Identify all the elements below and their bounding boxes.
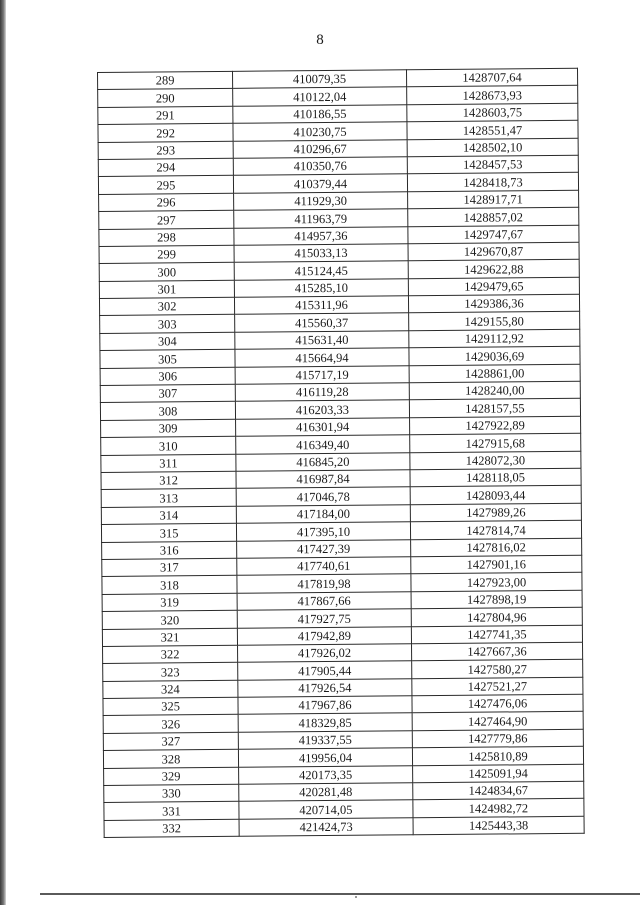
point-number-cell: 294 bbox=[98, 158, 233, 177]
x-coordinate-cell: 411929,30 bbox=[234, 192, 408, 211]
point-number-cell: 298 bbox=[99, 228, 234, 247]
y-coordinate-cell: 1427804,96 bbox=[411, 607, 582, 626]
x-coordinate-cell: 415285,10 bbox=[234, 278, 408, 297]
x-coordinate-cell: 416301,94 bbox=[236, 418, 410, 437]
y-coordinate-cell: 1428240,00 bbox=[409, 381, 580, 400]
y-coordinate-cell: 1427901,16 bbox=[411, 555, 582, 574]
point-number-cell: 311 bbox=[101, 454, 236, 473]
y-coordinate-cell: 1429036,69 bbox=[409, 347, 580, 366]
coordinates-table-body bbox=[98, 68, 585, 837]
y-coordinate-cell: 1427915,68 bbox=[410, 433, 581, 452]
y-coordinate-cell: 1427816,02 bbox=[411, 538, 582, 557]
point-number-cell: 323 bbox=[103, 663, 238, 682]
x-coordinate-cell: 416987,84 bbox=[236, 470, 410, 489]
y-coordinate-cell: 1424834,67 bbox=[413, 781, 584, 800]
point-number-cell: 292 bbox=[98, 123, 233, 142]
x-coordinate-cell: 416203,33 bbox=[235, 400, 409, 419]
x-coordinate-cell: 410230,75 bbox=[233, 122, 407, 141]
point-number-cell: 327 bbox=[103, 732, 238, 751]
x-coordinate-cell: 410379,44 bbox=[233, 174, 407, 193]
point-number-cell: 290 bbox=[98, 89, 233, 108]
point-number-cell: 296 bbox=[99, 193, 234, 212]
x-coordinate-cell: 417867,66 bbox=[237, 591, 411, 610]
x-coordinate-cell: 415717,19 bbox=[235, 365, 409, 384]
point-number-cell: 318 bbox=[102, 576, 237, 595]
y-coordinate-cell: 1425443,38 bbox=[413, 816, 584, 835]
point-number-cell: 325 bbox=[103, 697, 238, 716]
point-number-cell: 291 bbox=[98, 106, 233, 125]
x-coordinate-cell: 415124,45 bbox=[234, 261, 408, 280]
y-coordinate-cell: 1427667,36 bbox=[412, 642, 583, 661]
x-coordinate-cell: 416119,28 bbox=[235, 383, 409, 402]
point-number-cell: 326 bbox=[103, 715, 238, 734]
y-coordinate-cell: 1428418,73 bbox=[407, 173, 578, 192]
y-coordinate-cell: 1429479,65 bbox=[408, 277, 579, 296]
y-coordinate-cell: 1427898,19 bbox=[411, 590, 582, 609]
point-number-cell: 314 bbox=[101, 506, 236, 525]
scan-bottom-edge bbox=[40, 893, 640, 895]
x-coordinate-cell: 420173,35 bbox=[239, 765, 413, 784]
x-coordinate-cell: 417926,02 bbox=[238, 644, 412, 663]
y-coordinate-cell: 1425091,94 bbox=[413, 764, 584, 783]
x-coordinate-cell: 420714,05 bbox=[239, 800, 413, 819]
point-number-cell: 299 bbox=[99, 245, 234, 264]
y-coordinate-cell: 1427476,06 bbox=[412, 694, 583, 713]
x-coordinate-cell: 417740,61 bbox=[237, 557, 411, 576]
y-coordinate-cell: 1428502,10 bbox=[407, 138, 578, 157]
point-number-cell: 312 bbox=[101, 471, 236, 490]
point-number-cell: 295 bbox=[98, 176, 233, 195]
y-coordinate-cell: 1429155,80 bbox=[409, 312, 580, 331]
y-coordinate-cell: 1429386,36 bbox=[408, 294, 579, 313]
point-number-cell: 313 bbox=[101, 489, 236, 508]
point-number-cell: 320 bbox=[102, 610, 237, 629]
point-number-cell: 297 bbox=[99, 210, 234, 229]
y-coordinate-cell: 1424982,72 bbox=[413, 799, 584, 818]
y-coordinate-cell: 1429622,88 bbox=[408, 260, 579, 279]
y-coordinate-cell: 1429747,67 bbox=[408, 225, 579, 244]
x-coordinate-cell: 417046,78 bbox=[236, 487, 410, 506]
x-coordinate-cell: 415664,94 bbox=[235, 348, 409, 367]
coordinates-table bbox=[97, 68, 585, 838]
x-coordinate-cell: 421424,73 bbox=[239, 818, 413, 837]
point-number-cell: 293 bbox=[98, 141, 233, 160]
x-coordinate-cell: 417967,86 bbox=[238, 696, 412, 715]
point-number-cell: 316 bbox=[102, 541, 237, 560]
scan-speck bbox=[355, 896, 357, 898]
x-coordinate-cell: 417942,89 bbox=[237, 626, 411, 645]
y-coordinate-cell: 1428157,55 bbox=[409, 399, 580, 418]
point-number-cell: 302 bbox=[99, 297, 234, 316]
x-coordinate-cell: 419956,04 bbox=[238, 748, 412, 767]
y-coordinate-cell: 1428673,93 bbox=[407, 86, 578, 105]
point-number-cell: 304 bbox=[100, 332, 235, 351]
point-number-cell: 300 bbox=[99, 263, 234, 282]
y-coordinate-cell: 1427741,35 bbox=[411, 625, 582, 644]
x-coordinate-cell: 410079,35 bbox=[232, 70, 406, 89]
x-coordinate-cell: 417926,54 bbox=[238, 678, 412, 697]
x-coordinate-cell: 418329,85 bbox=[238, 713, 412, 732]
y-coordinate-cell: 1427923,00 bbox=[411, 573, 582, 592]
point-number-cell: 330 bbox=[104, 784, 239, 803]
y-coordinate-cell: 1427521,27 bbox=[412, 677, 583, 696]
table-row bbox=[104, 816, 584, 838]
x-coordinate-cell: 420281,48 bbox=[239, 783, 413, 802]
point-number-cell: 306 bbox=[100, 367, 235, 386]
point-number-cell: 308 bbox=[100, 402, 235, 421]
y-coordinate-cell: 1425810,89 bbox=[412, 747, 583, 766]
point-number-cell: 322 bbox=[103, 645, 238, 664]
x-coordinate-cell: 415033,13 bbox=[234, 244, 408, 263]
y-coordinate-cell: 1427814,74 bbox=[410, 520, 581, 539]
point-number-cell: 303 bbox=[100, 315, 235, 334]
x-coordinate-cell: 410186,55 bbox=[233, 105, 407, 124]
y-coordinate-cell: 1428118,05 bbox=[410, 468, 581, 487]
point-number-cell: 324 bbox=[103, 680, 238, 699]
y-coordinate-cell: 1428093,44 bbox=[410, 486, 581, 505]
x-coordinate-cell: 416349,40 bbox=[236, 435, 410, 454]
point-number-cell: 315 bbox=[101, 523, 236, 542]
page-number: 8 bbox=[316, 32, 324, 48]
y-coordinate-cell: 1427989,26 bbox=[410, 503, 581, 522]
y-coordinate-cell: 1428857,02 bbox=[408, 207, 579, 226]
x-coordinate-cell: 419337,55 bbox=[238, 731, 412, 750]
x-coordinate-cell: 417819,98 bbox=[237, 574, 411, 593]
y-coordinate-cell: 1427580,27 bbox=[412, 660, 583, 679]
y-coordinate-cell: 1428457,53 bbox=[407, 155, 578, 174]
x-coordinate-cell: 414957,36 bbox=[234, 226, 408, 245]
y-coordinate-cell: 1428917,71 bbox=[408, 190, 579, 209]
y-coordinate-cell: 1429112,92 bbox=[409, 329, 580, 348]
y-coordinate-cell: 1428551,47 bbox=[407, 120, 578, 139]
x-coordinate-cell: 415560,37 bbox=[235, 313, 409, 332]
point-number-cell: 301 bbox=[99, 280, 234, 299]
x-coordinate-cell: 416845,20 bbox=[236, 452, 410, 471]
point-number-cell: 328 bbox=[103, 750, 238, 769]
x-coordinate-cell: 410296,67 bbox=[233, 139, 407, 158]
scan-left-edge bbox=[0, 0, 6, 905]
point-number-cell: 319 bbox=[102, 593, 237, 612]
y-coordinate-cell: 1429670,87 bbox=[408, 242, 579, 261]
point-number-cell: 305 bbox=[100, 350, 235, 369]
x-coordinate-cell: 417905,44 bbox=[238, 661, 412, 680]
point-number-cell: 289 bbox=[98, 71, 233, 90]
point-number-cell: 309 bbox=[101, 419, 236, 438]
y-coordinate-cell: 1428861,00 bbox=[409, 364, 580, 383]
x-coordinate-cell: 411963,79 bbox=[234, 209, 408, 228]
x-coordinate-cell: 417395,10 bbox=[236, 522, 410, 541]
x-coordinate-cell: 410350,76 bbox=[233, 157, 407, 176]
point-number-cell: 329 bbox=[104, 767, 239, 786]
y-coordinate-cell: 1427922,89 bbox=[410, 416, 581, 435]
x-coordinate-cell: 410122,04 bbox=[233, 87, 407, 106]
x-coordinate-cell: 415631,40 bbox=[235, 331, 409, 350]
y-coordinate-cell: 1428707,64 bbox=[406, 68, 577, 87]
y-coordinate-cell: 1427464,90 bbox=[412, 712, 583, 731]
point-number-cell: 310 bbox=[101, 437, 236, 456]
point-number-cell: 307 bbox=[100, 384, 235, 403]
point-number-cell: 332 bbox=[104, 819, 239, 838]
y-coordinate-cell: 1428603,75 bbox=[407, 103, 578, 122]
x-coordinate-cell: 417427,39 bbox=[237, 539, 411, 558]
y-coordinate-cell: 1428072,30 bbox=[410, 451, 581, 470]
x-coordinate-cell: 417927,75 bbox=[237, 609, 411, 628]
y-coordinate-cell: 1427779,86 bbox=[412, 729, 583, 748]
point-number-cell: 321 bbox=[102, 628, 237, 647]
point-number-cell: 331 bbox=[104, 802, 239, 821]
point-number-cell: 317 bbox=[102, 558, 237, 577]
x-coordinate-cell: 417184,00 bbox=[236, 505, 410, 524]
x-coordinate-cell: 415311,96 bbox=[234, 296, 408, 315]
